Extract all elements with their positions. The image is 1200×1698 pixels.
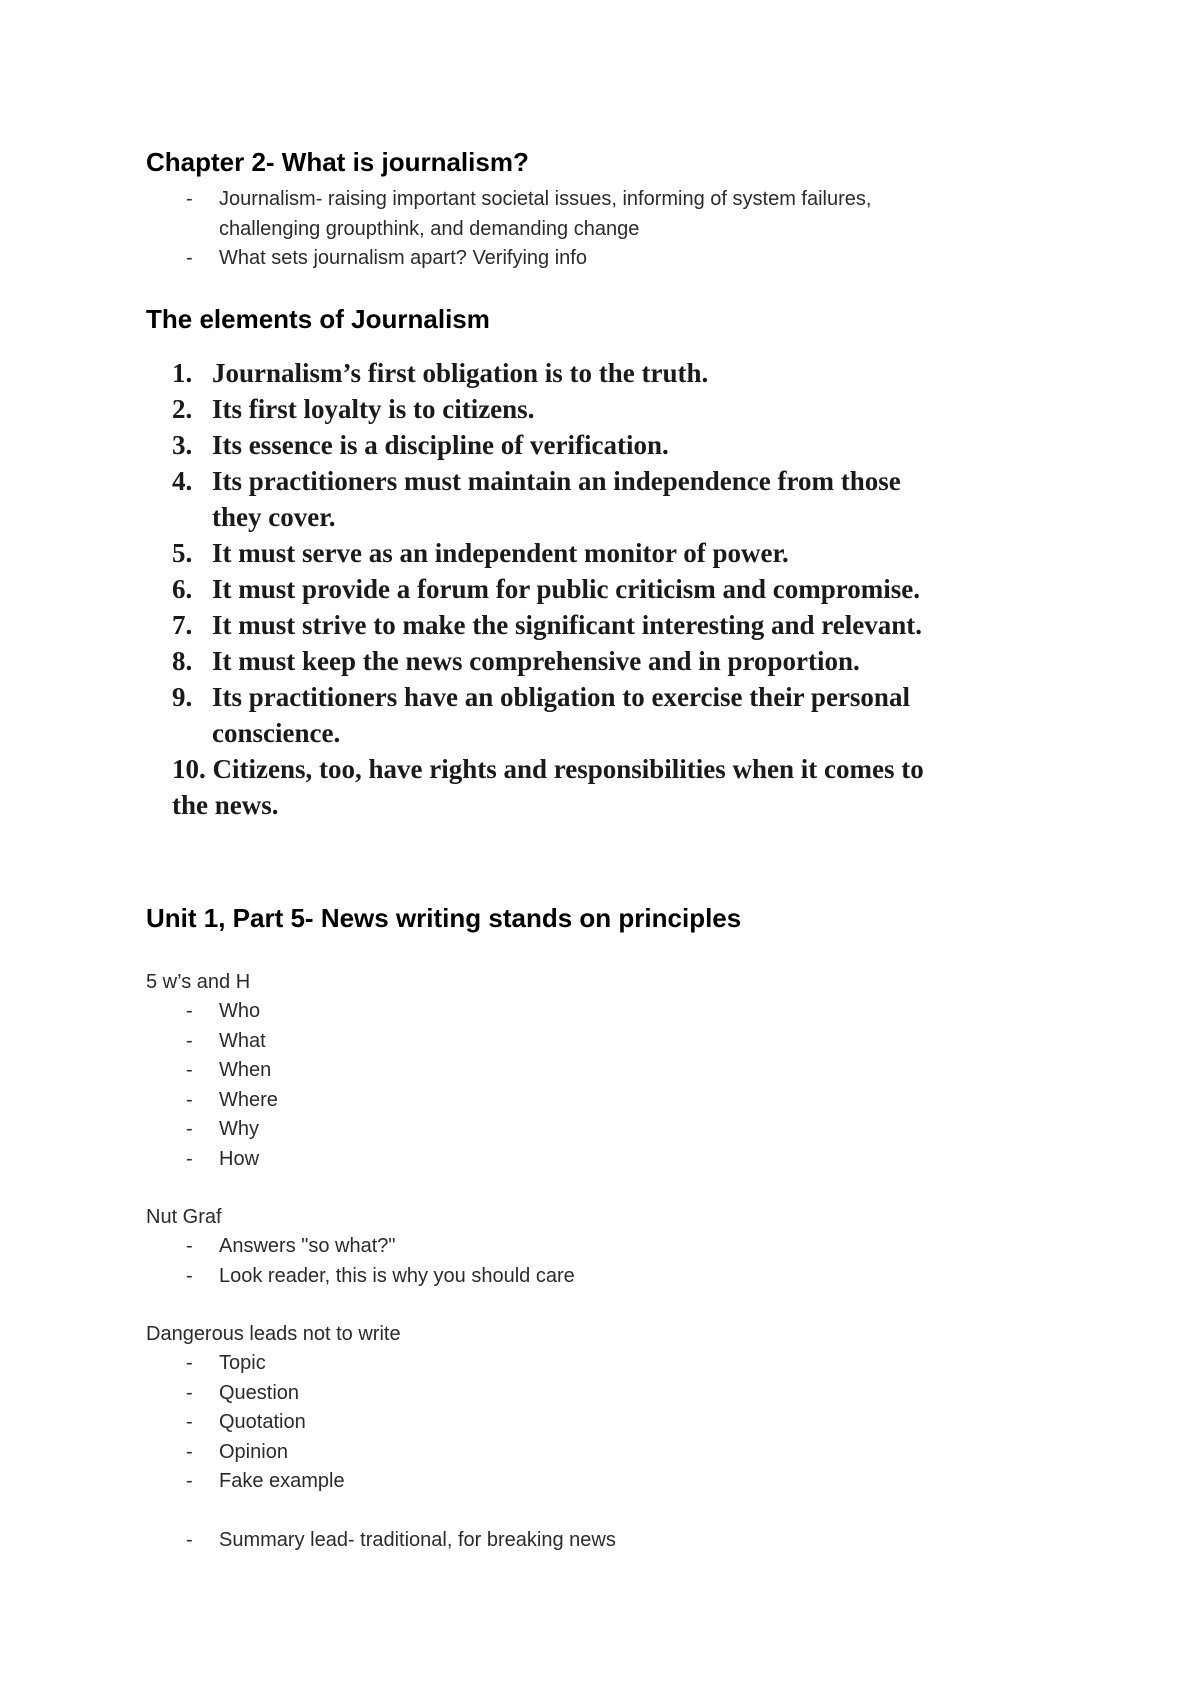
dash-bullet: - [186,1440,193,1463]
list-item-text: What sets journalism apart? Verifying info [219,247,587,269]
element-item [146,607,1046,643]
list-item-text: Question [219,1381,300,1404]
element-text: It must strive to make the significant interesting and relevant. [212,610,922,640]
element-text-continued: they cover. [212,502,336,532]
element-item [146,679,1046,751]
element-item [146,571,1046,607]
elements-list [146,355,1046,823]
element-number: 2. [172,394,193,424]
summary-lead-list [146,1526,616,1556]
element-number: 8. [172,646,193,676]
list-item-text: Summary lead- traditional, for breaking news [219,1529,616,1551]
list-item [146,1027,278,1057]
list-item-text: Why [219,1118,259,1140]
dash-bullet: - [186,188,193,210]
element-item [146,427,1046,463]
list-item [146,1467,345,1497]
list-item [146,1349,345,1379]
element-number: 9. [172,682,193,712]
five-ws-list [146,997,278,1174]
dash-bullet: - [186,1147,193,1170]
list-item [146,244,871,274]
chapter-2-list [146,185,871,274]
dangerous-leads-label: Dangerous leads not to write [146,1323,401,1345]
element-number: 7. [172,610,193,640]
dash-bullet: - [186,1029,193,1052]
list-item-text: challenging groupthink, and demanding change [219,217,640,240]
unit-1-heading: Unit 1, Part 5- News writing stands on principles [146,903,742,933]
list-item [146,1379,345,1409]
element-text: Its practitioners must maintain an independence from those [212,466,901,496]
list-item [146,997,278,1027]
dash-bullet: - [186,1235,193,1257]
dash-bullet: - [186,1411,193,1433]
dash-bullet: - [186,1118,193,1140]
element-text-continued: conscience. [212,718,341,748]
list-item [146,215,871,245]
dash-bullet: - [186,1352,193,1374]
element-text: It must keep the news comprehensive and in proportion. [212,646,860,676]
list-item [146,1086,278,1116]
nut-graf-list [146,1232,575,1291]
list-item [146,1408,345,1438]
list-item [146,1526,616,1556]
list-item-text: Where [219,1088,278,1111]
element-number: 3. [172,430,193,460]
dash-bullet: - [186,1529,193,1551]
list-item-text: Who [219,1000,261,1022]
list-item [146,185,871,215]
list-item-text: Quotation [219,1411,306,1433]
dash-bullet: - [186,1059,193,1081]
element-text: Its practitioners have an obligation to exercise their personal [212,682,910,712]
element-item [146,751,1046,823]
element-item [146,463,1046,535]
element-text: Its first loyalty is to citizens. [212,394,535,424]
dash-bullet: - [186,1088,193,1111]
list-item-text: When [219,1059,272,1081]
element-text: Its essence is a discipline of verification. [212,430,669,460]
element-text: It must provide a forum for public criticism and compromise. [212,574,920,604]
element-item [146,355,1046,391]
element-item [146,391,1046,427]
list-item [146,1232,575,1262]
list-item-text: Opinion [219,1440,288,1463]
element-text: Journalism’s first obligation is to the truth. [212,358,709,388]
list-item-text: Topic [219,1352,266,1374]
dash-bullet: - [186,1264,193,1287]
dash-bullet: - [186,247,193,269]
dash-bullet: - [186,1000,193,1022]
element-text: 10. Citizens, too, have rights and responsibilities when it comes to [172,754,924,784]
list-item-text: Look reader, this is why you should care [219,1264,575,1287]
dash-bullet: - [186,1381,193,1404]
element-item [146,643,1046,679]
element-text: It must serve as an independent monitor of power. [212,538,789,568]
element-number: 6. [172,574,193,604]
element-item [146,535,1046,571]
list-item [146,1262,575,1292]
five-ws-label: 5 w’s and H [146,971,251,993]
elements-heading: The elements of Journalism [146,304,490,334]
element-number: 1. [172,358,193,388]
list-item [146,1115,278,1145]
dash-bullet: - [186,1470,193,1492]
list-item [146,1056,278,1086]
nut-graf-label: Nut Graf [146,1206,222,1228]
element-number: 4. [172,466,193,496]
list-item [146,1438,345,1468]
element-number: 5. [172,538,193,568]
list-item-text: How [219,1147,260,1170]
list-item-text: What [219,1029,266,1052]
list-item-text: Fake example [219,1470,345,1492]
list-item-text: Journalism- raising important societal issues, informing of system failures, [219,188,872,210]
element-text-continued: the news. [172,790,279,820]
list-item [146,1145,278,1175]
chapter-2-heading: Chapter 2- What is journalism? [146,147,529,177]
dangerous-leads-list [146,1349,345,1497]
list-item-text: Answers "so what?" [219,1235,396,1257]
